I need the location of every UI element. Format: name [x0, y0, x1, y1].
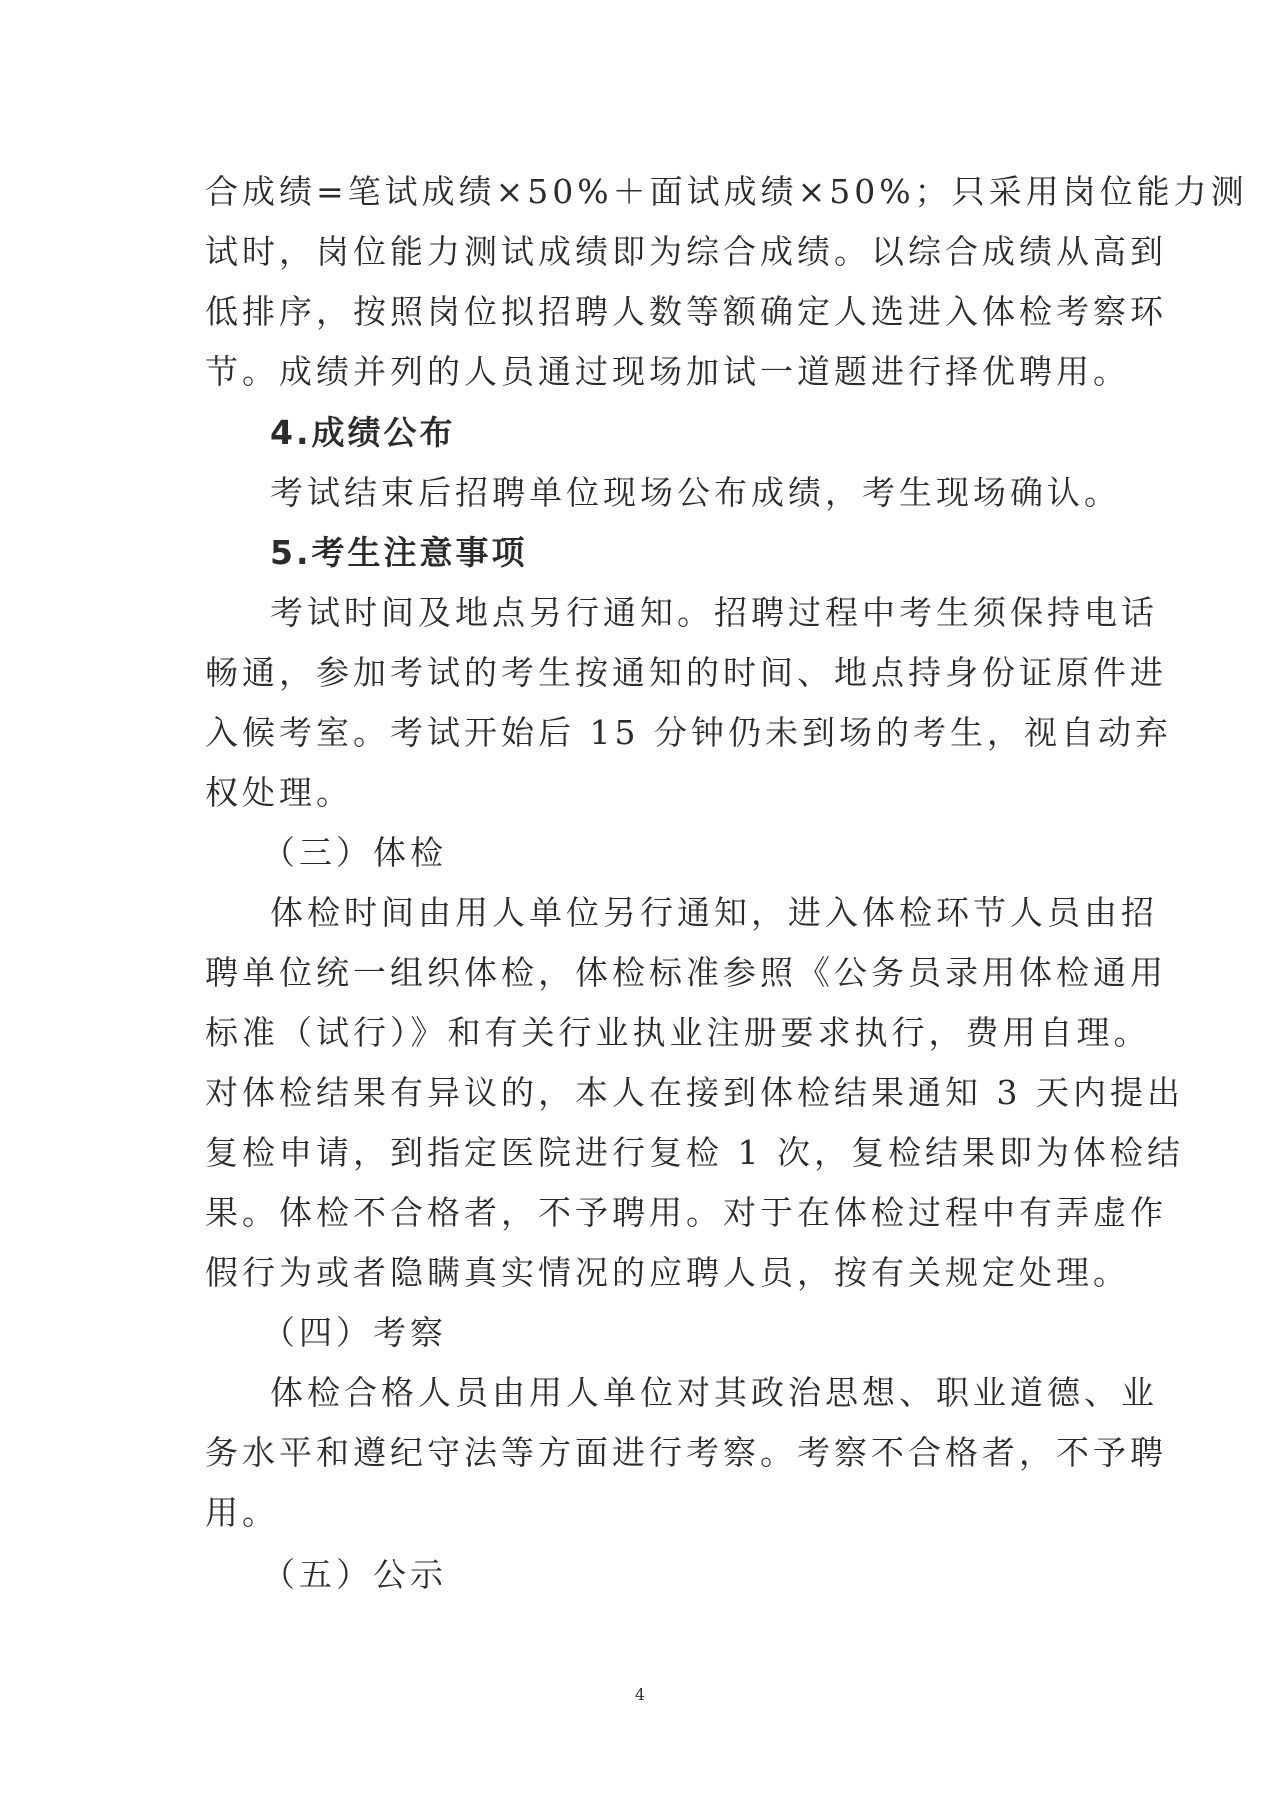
paragraph-line: 低排序，按照岗位拟招聘人数等额确定人选进入体检考察环: [205, 292, 1167, 331]
paragraph-line: 节。成绩并列的人员通过现场加试一道题进行择优聘用。: [205, 352, 1130, 391]
paragraph-line: 果。体检不合格者，不予聘用。对于在体检过程中有弄虚作: [205, 1193, 1167, 1232]
subsection-heading: （三）体检: [262, 833, 447, 872]
paragraph-line: 试时，岗位能力测试成绩即为综合成绩。以综合成绩从高到: [205, 232, 1167, 271]
paragraph-line: 体检合格人员由用人单位对其政治思想、职业道德、业: [270, 1373, 1158, 1412]
paragraph-line: 合成绩=笔试成绩×50%＋面试成绩×50%；只采用岗位能力测: [205, 172, 1248, 211]
paragraph-line: 对体检结果有异议的，本人在接到体检结果通知 3 天内提出: [205, 1073, 1184, 1112]
paragraph-line: 聘单位统一组织体检，体检标准参照《公务员录用体检通用: [205, 953, 1167, 992]
paragraph-line: 权处理。: [205, 773, 353, 812]
subsection-heading: （四）考察: [262, 1313, 447, 1352]
paragraph-line: 复检申请，到指定医院进行复检 1 次，复检结果即为体检结: [205, 1133, 1184, 1172]
paragraph-line: 假行为或者隐瞒真实情况的应聘人员，按有关规定处理。: [205, 1253, 1130, 1292]
paragraph-line: 考试时间及地点另行通知。招聘过程中考生须保持电话: [270, 593, 1158, 632]
paragraph-line: 考试结束后招聘单位现场公布成绩，考生现场确认。: [270, 473, 1121, 512]
section-heading: 4.成绩公布: [270, 413, 456, 452]
paragraph-line: 标准（试行）》和有关行业执业注册要求执行，费用自理。: [205, 1013, 1151, 1052]
paragraph-line: 用。: [205, 1493, 279, 1532]
subsection-heading: （五）公示: [262, 1555, 447, 1594]
paragraph-line: 畅通，参加考试的考生按通知的时间、地点持身份证原件进: [205, 653, 1167, 692]
section-heading: 5.考生注意事项: [270, 533, 528, 572]
paragraph-line: 务水平和遵纪守法等方面进行考察。考察不合格者，不予聘: [205, 1433, 1167, 1472]
paragraph-line: 入候考室。考试开始后 15 分钟仍未到场的考生，视自动弃: [205, 713, 1172, 752]
page-number: 4: [634, 1685, 646, 1704]
paragraph-line: 体检时间由用人单位另行通知，进入体检环节人员由招: [270, 893, 1158, 932]
